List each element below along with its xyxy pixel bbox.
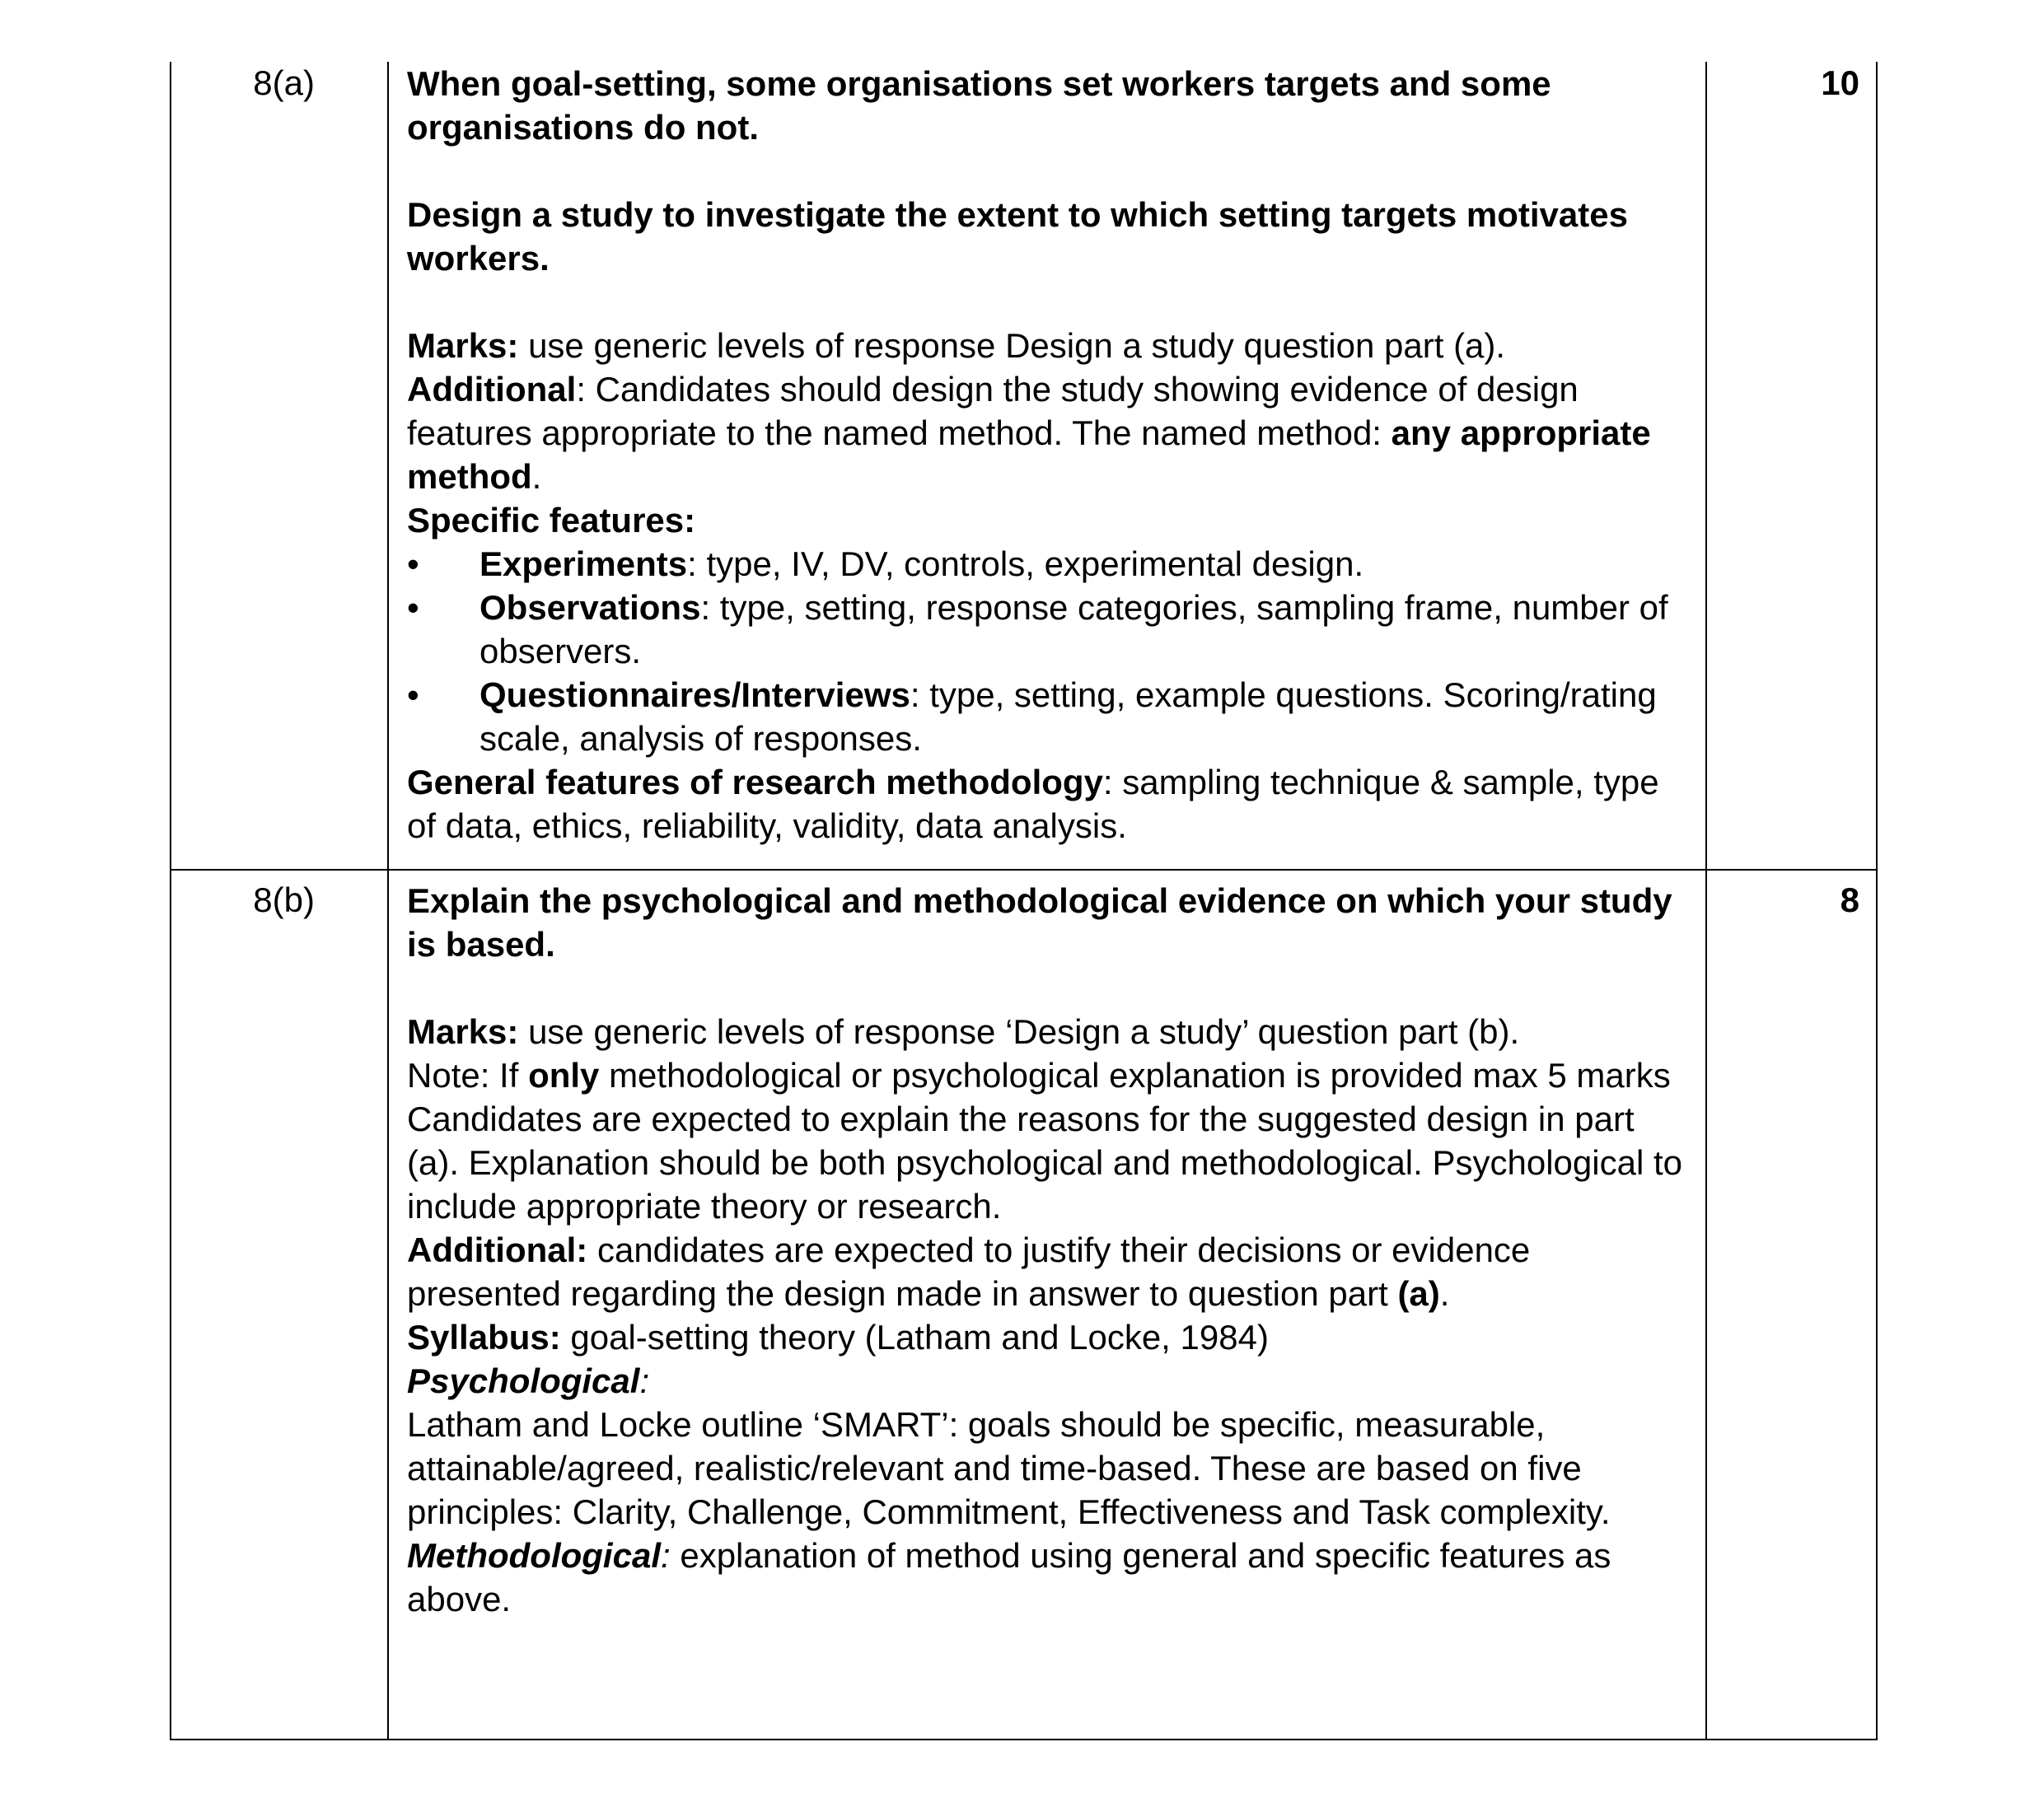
note-pre: Note: If xyxy=(407,1056,529,1095)
methodological-colon: : xyxy=(661,1536,671,1575)
marks-label: Marks: xyxy=(407,326,519,365)
table-row-8b xyxy=(170,869,1878,1740)
psychological-heading xyxy=(407,1359,1689,1403)
marks-label: Marks: xyxy=(407,1012,519,1051)
list-item-label: Questionnaires/Interviews xyxy=(479,675,910,714)
additional-bold-text: (a) xyxy=(1397,1274,1440,1313)
bullet-icon: • xyxy=(407,544,419,583)
bullet-icon: • xyxy=(407,588,419,627)
answer-cell xyxy=(389,871,1707,1739)
answer-cell xyxy=(389,62,1707,869)
additional-label: Additional: xyxy=(407,1231,588,1269)
question-number-cell xyxy=(170,871,389,1739)
methodological-text xyxy=(407,1534,1689,1621)
specific-features-heading: Specific features: xyxy=(407,501,696,539)
methodological-label: Methodological xyxy=(407,1536,661,1575)
marks-text: use generic levels of response ‘Design a study’ question part (b). xyxy=(518,1012,1520,1051)
question-number: 8(b) xyxy=(253,880,315,919)
specific-features-list xyxy=(407,542,1689,760)
list-item-label: Experiments xyxy=(479,544,688,583)
additional-guidance xyxy=(407,367,1689,498)
marks-guidance xyxy=(407,1010,1689,1053)
list-item xyxy=(407,542,1689,586)
list-item xyxy=(407,673,1689,760)
general-features-label: General features of research methodology xyxy=(407,763,1103,801)
marks-value: 8 xyxy=(1840,880,1859,919)
list-item xyxy=(407,586,1689,673)
additional-text: : Candidates should design the study showing evidence of design features appropriate to the named method. The named method: xyxy=(407,370,1579,452)
psychological-label: Psychological xyxy=(407,1361,640,1400)
note-text xyxy=(407,1053,1689,1097)
mark-scheme-table xyxy=(170,62,1878,1740)
question-text: Explain the psychological and methodological evidence on which your study is based. xyxy=(407,881,1672,964)
syllabus-text xyxy=(407,1315,1689,1359)
additional-tail: . xyxy=(531,457,542,496)
additional-guidance xyxy=(407,1228,1689,1315)
general-features-text: : sampling technique & sample, type of data, ethics, reliability, validity, data analysis. xyxy=(407,763,1659,845)
question-text: When goal-setting, some organisations set workers targets and some organisations do not. xyxy=(407,64,1551,147)
marks-value: 10 xyxy=(1821,63,1859,102)
list-item-label: Observations xyxy=(479,588,701,627)
additional-text: candidates are expected to justify their decisions or evidence presented regarding the design made in answer to question part xyxy=(407,1231,1531,1313)
general-features xyxy=(407,760,1689,848)
list-item-text: : type, setting, response categories, sampling frame, number of observers. xyxy=(479,588,1668,670)
psychological-text: Latham and Locke outline ‘SMART’: goals should be specific, measurable, attainable/agreed, realistic/relevant and time-based. These are based on five principles: Clarity, Challenge, Commitment, Effectiveness and Task complexity. xyxy=(407,1405,1611,1531)
question-task-text: Design a study to investigate the extent to which setting targets motivates workers. xyxy=(407,195,1628,278)
syllabus-value: goal-setting theory (Latham and Locke, 1984) xyxy=(560,1318,1269,1357)
psychological-colon: : xyxy=(639,1361,650,1400)
marks-cell xyxy=(1707,62,1878,869)
question-number: 8(a) xyxy=(253,63,315,102)
candidates-text: Candidates are expected to explain the reasons for the suggested design in part (a). Explanation should be both psychological and methodological. Psychological to include appropriate theory or research. xyxy=(407,1100,1682,1226)
marks-guidance xyxy=(407,324,1689,367)
syllabus-label: Syllabus: xyxy=(407,1318,561,1357)
additional-label: Additional xyxy=(407,370,577,409)
note-bold: only xyxy=(528,1056,600,1095)
marks-text: use generic levels of response Design a study question part (a). xyxy=(518,326,1506,365)
question-number-cell xyxy=(170,62,389,869)
additional-bold-text: any appropriate method xyxy=(407,413,1651,496)
additional-tail: . xyxy=(1439,1274,1450,1313)
table-row-8a xyxy=(170,62,1878,869)
list-item-text: : type, IV, DV, controls, experimental design. xyxy=(687,544,1364,583)
methodological-value: explanation of method using general and specific features as above. xyxy=(407,1536,1611,1618)
marks-cell xyxy=(1707,871,1878,1739)
bullet-icon: • xyxy=(407,675,419,714)
list-item-text: : type, setting, example questions. Scoring/rating scale, analysis of responses. xyxy=(479,675,1657,758)
note-post: methodological or psychological explanation is provided max 5 marks xyxy=(599,1056,1671,1095)
